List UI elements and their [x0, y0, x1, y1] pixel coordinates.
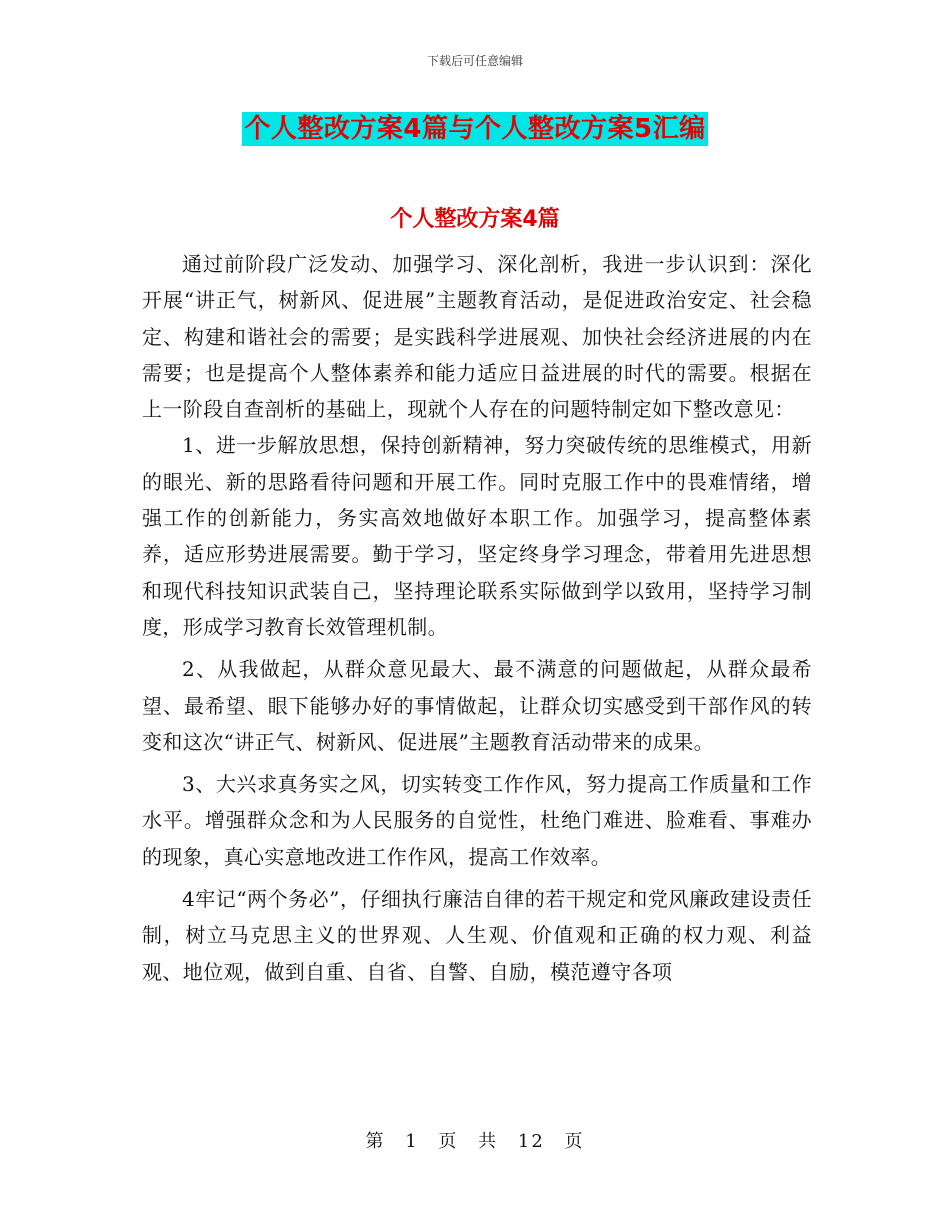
document-title-text: 个人整改方案4篇与个人整改方案5汇编: [244, 114, 706, 144]
body-paragraph-item-2: 2、从我做起，从群众意见最大、最不满意的问题做起，从群众最希望、最希望、眼下能够办好的事情做起，让群众切实感受到干部作风的转变和这次“讲正气、树新风、促进展”主题教育活动带来的成果。: [142, 657, 812, 754]
body-paragraph-item-3: 3、大兴求真务实之风，切实转变工作作风，努力提高工作质量和工作水平。增强群众念和为人民服务的自觉性，杜绝门难进、脸难看、事难办的现象，真心实意地改进工作作风，提高工作效率。: [142, 772, 812, 869]
page-label-mid: 页: [438, 1131, 459, 1152]
page-current: 1: [405, 1131, 419, 1152]
body-paragraph-item-4: 4牢记“两个务必”，仔细执行廉洁自律的若干规定和党风廉政建设责任制，树立马克思主义的世界观、人生观、价值观和正确的权力观、利益观、地位观，做到自重、自省、自警、自励，模范遵守各项: [142, 887, 812, 984]
page-total: 12: [517, 1131, 545, 1152]
header-note: 下载后可任意编辑: [426, 54, 523, 68]
page-footer: [0, 1127, 950, 1153]
page-label-suffix: 页: [564, 1131, 585, 1152]
body-paragraph-item-1: 1、进一步解放思想，保持创新精神，努力突破传统的思维模式，用新的眼光、新的思路看待问题和开展工作。同时克服工作中的畏难情绪，增强工作的创新能力，务实高效地做好本职工作。加强学习，提高整体素养，适应形势进展需要。勤于学习，坚定终身学习理念，带着用先进思想和现代科技知识武装自己，坚持理论联系实际做到学以致用，坚持学习制度，形成学习教育长效管理机制。: [142, 433, 812, 639]
document-title: [0, 112, 950, 146]
body-paragraph-intro: 通过前阶段广泛发动、加强学习、深化剖析，我进一步认识到：深化开展“讲正气，树新风、促进展”主题教育活动，是促进政治安定、社会稳定、构建和谐社会的需要；是实践科学进展观、加快社会经济进展的内在需要；也是提高个人整体素养和能力适应日益进展的时代的需要。根据在上一阶段自查剖析的基础上，现就个人存在的问题特制定如下整改意见：: [142, 252, 812, 422]
section-title: 个人整改方案4篇: [390, 207, 560, 232]
document-body: [142, 246, 812, 990]
page-label-total-prefix: 共: [478, 1131, 499, 1152]
page-label-prefix: 第: [365, 1131, 386, 1152]
